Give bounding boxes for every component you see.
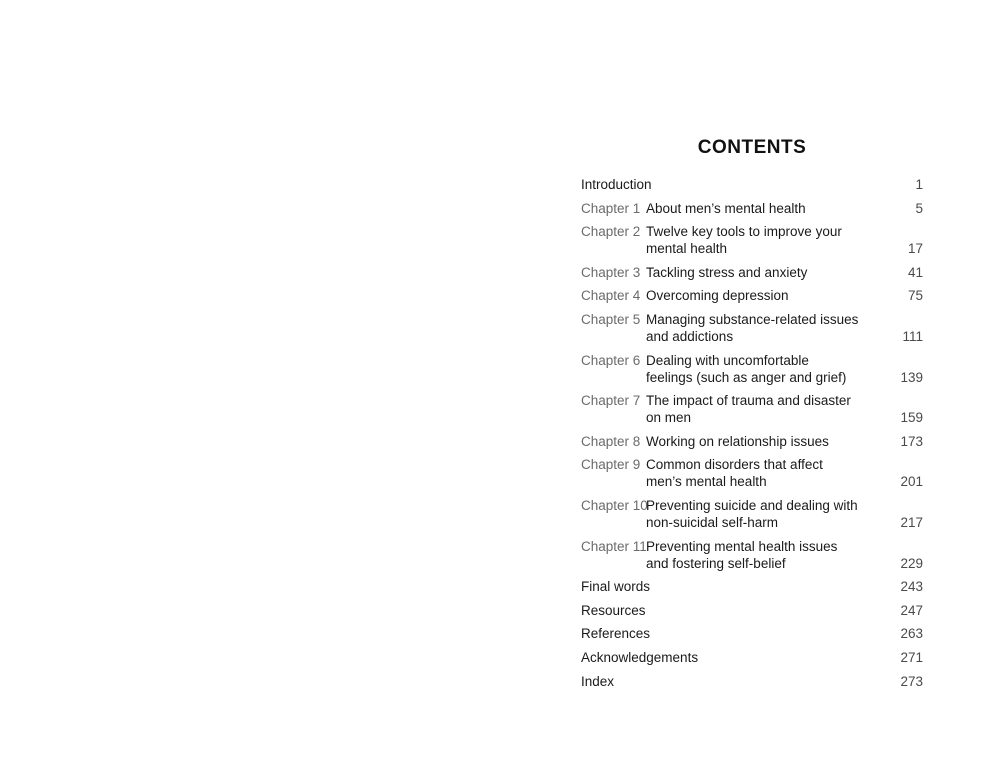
toc-entry-title: Common disorders that affect men’s mental health (646, 457, 823, 490)
toc-page-number: 247 (900, 602, 923, 618)
toc-entry-title: Acknowledgements (581, 649, 699, 665)
toc-entry-title: Final words (581, 579, 651, 595)
toc-entry[interactable] (581, 223, 923, 257)
toc-chapter-label: Chapter 4 (581, 288, 641, 304)
toc-entry-title: Resources (581, 602, 646, 618)
contents-page (581, 0, 923, 757)
toc-chapter-label: Chapter 2 (581, 224, 641, 240)
toc-page-number: 229 (900, 555, 923, 571)
toc-page-number: 41 (907, 264, 923, 280)
toc-entry[interactable] (581, 433, 923, 450)
toc-entry[interactable] (581, 649, 923, 666)
toc-entry[interactable] (581, 311, 923, 345)
toc-page-number: 243 (900, 579, 923, 595)
toc-entry[interactable] (581, 287, 923, 304)
toc-page-number: 1 (915, 177, 923, 192)
toc-chapter-label: Chapter 11 (581, 538, 647, 554)
toc-page-number: 201 (900, 474, 923, 490)
toc-page-number: 273 (900, 673, 923, 689)
toc-page-number: 159 (900, 410, 923, 426)
toc-entry-title: Preventing suicide and dealing with non-suicidal self-harm (646, 497, 858, 530)
toc-entry-title: References (581, 626, 651, 642)
toc-entry[interactable] (581, 578, 923, 595)
contents-heading: CONTENTS (697, 137, 807, 158)
toc-entry-title: Working on relationship issues (646, 433, 829, 449)
toc-entry-title: Dealing with uncomfortable feelings (such as anger and grief) (646, 352, 847, 385)
toc-entry-title: Twelve key tools to improve your mental health (646, 224, 842, 257)
toc-page-number: 263 (900, 626, 923, 642)
toc-entry-title: About men’s mental health (646, 200, 806, 216)
toc-page-number: 173 (900, 433, 923, 449)
toc-page-number: 111 (902, 328, 923, 344)
toc-entry[interactable] (581, 497, 923, 531)
toc-chapter-label: Chapter 8 (581, 433, 641, 449)
toc-entry-title: Managing substance-related issues and addictions (646, 311, 859, 344)
toc-entry[interactable] (581, 352, 923, 386)
toc-chapter-label: Chapter 1 (581, 200, 641, 216)
toc-chapter-label: Chapter 3 (581, 264, 641, 280)
toc-page-number: 217 (900, 514, 923, 530)
toc-entry-title: Tackling stress and anxiety (646, 264, 808, 280)
toc-entry-title: Preventing mental health issues and fostering self-belief (646, 538, 838, 571)
table-of-contents (581, 176, 923, 696)
toc-page-number: 5 (915, 200, 923, 216)
toc-chapter-label: Chapter 5 (581, 311, 641, 327)
toc-entry[interactable] (581, 625, 923, 642)
toc-entry[interactable] (581, 602, 923, 619)
toc-page-number: 17 (907, 241, 923, 257)
toc-chapter-label: Chapter 7 (581, 393, 641, 409)
toc-entry[interactable] (581, 392, 923, 426)
toc-chapter-label: Chapter 9 (581, 457, 641, 473)
toc-entry-title: Introduction (581, 177, 652, 192)
toc-entry-title: Overcoming depression (646, 288, 789, 304)
toc-chapter-label: Chapter 10 (581, 497, 648, 513)
toc-entry-title: Index (581, 673, 615, 689)
toc-page-number: 75 (907, 288, 923, 304)
toc-entry[interactable] (581, 264, 923, 281)
toc-page-number: 271 (900, 649, 923, 665)
toc-entry[interactable] (581, 200, 923, 217)
toc-entry-title: The impact of trauma and disaster on men (646, 393, 851, 426)
toc-entry[interactable] (581, 456, 923, 490)
toc-chapter-label: Chapter 6 (581, 352, 641, 368)
toc-entry[interactable] (581, 176, 923, 193)
toc-entry[interactable] (581, 673, 923, 690)
toc-page-number: 139 (900, 369, 923, 385)
toc-entry[interactable] (581, 538, 923, 572)
